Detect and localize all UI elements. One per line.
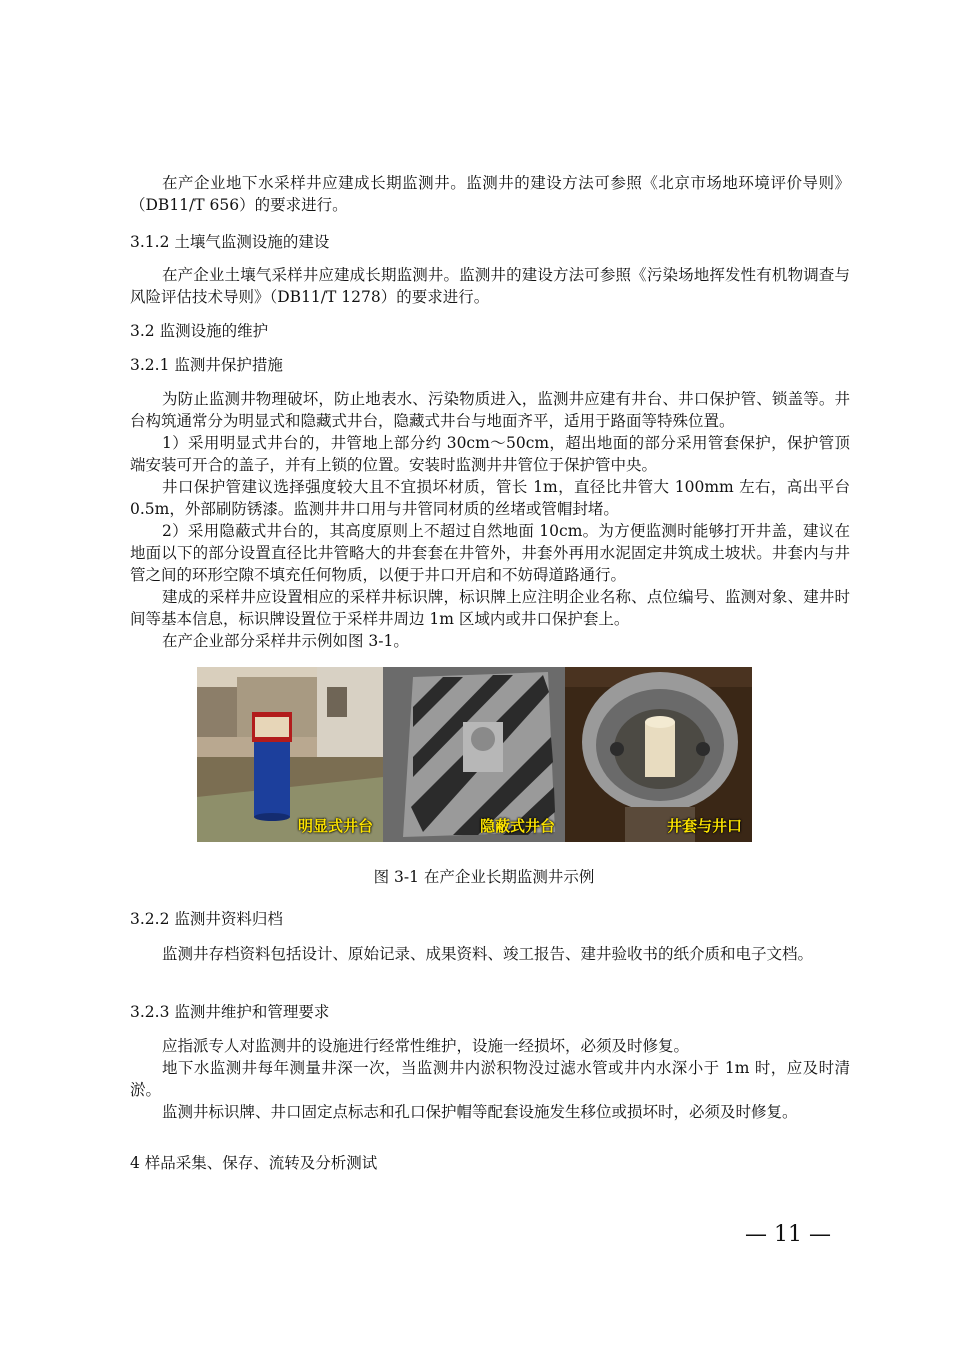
figure-3-1 [197,667,752,842]
photo-label: 井套与井口 [666,817,742,835]
photo-exposed-platform [197,667,383,842]
figure-caption: 图 3-1 在产企业长期监测井示例 [373,868,595,886]
paragraph-3-1-2: 在产企业土壤气采样井应建成长期监测井。监测井的建设方法可参照《污染场地挥发性有机物调查与风险评估技术导则》（DB11/T 1278）的要求进行。 [130,266,850,306]
paragraph: 为防止监测井物理破坏，防止地表水、污染物质进入，监测井应建有井台、井口保护管、锁盖等。井台构筑通常分为明显式和隐藏式井台，隐藏式井台与地面齐平，适用于路面等特殊位置。 [130,390,850,430]
heading-3-2-2: 3.2.2 监测井资料归档 [130,910,283,928]
paragraph-3-1-1: 在产企业地下水采样井应建成长期监测井。监测井的建设方法可参照《北京市场地环境评价导则》（DB11/T 656）的要求进行。 [130,174,850,214]
paragraph: 井口保护管建议选择强度较大且不宜损坏材质，管长 1m，直径比井管大 100mm 左右，高出平台 0.5m，外部刷防锈漆。监测井井口用与井管同材质的丝堵或管帽封堵。 [130,478,850,518]
paragraph: 应指派专人对监测井的设施进行经常性维护，设施一经损坏，必须及时修复。 [162,1037,690,1055]
page-number: — 11 — [745,1222,831,1247]
paragraph: 地下水监测井每年测量井深一次，当监测井内淤积物没过滤水管或井内水深小于 1m 时，应及时清淤。 [130,1059,850,1099]
paragraph: 1）采用明显式井台的，井管地上部分约 30cm～50cm，超出地面的部分采用管套保护，保护管顶端安装可开合的盖子，并有上锁的位置。安装时监测井井管位于保护管中央。 [130,434,850,474]
photo-label: 隐蔽式井台 [479,817,555,835]
paragraph: 在产企业部分采样井示例如图 3-1。 [162,632,409,650]
paragraph: 建成的采样井应设置相应的采样井标识牌，标识牌上应注明企业名称、点位编号、监测对象、建井时间等基本信息，标识牌设置位于采样井周边 1m 区域内或井口保护套上。 [130,588,850,628]
paragraph-3-2-2: 监测井存档资料包括设计、原始记录、成果资料、竣工报告、建井验收书的纸介质和电子文档。 [162,945,814,963]
heading-3-2-3: 3.2.3 监测井维护和管理要求 [130,1003,330,1021]
photo-hidden-platform [383,667,565,842]
heading-4: 4 样品采集、保存、流转及分析测试 [130,1154,378,1172]
paragraph: 2）采用隐蔽式井台的，其高度原则上不超过自然地面 10cm。为方便监测时能够打开井盖，建议在地面以下的部分设置直径比井管略大的井套套在井管外，井套外再用水泥固定井筑成土坡状。井套内与井管之间的环形空隙不填充任何物质，以便于井口开启和不妨碍道路通行。 [130,522,850,584]
heading-3-2-1: 3.2.1 监测井保护措施 [130,356,283,374]
photo-well-sleeve [565,667,752,842]
heading-3-1-2: 3.1.2 土壤气监测设施的建设 [130,233,330,251]
paragraph: 监测井标识牌、井口固定点标志和孔口保护帽等配套设施发生移位或损坏时，必须及时修复。 [162,1103,798,1121]
heading-3-2: 3.2 监测设施的维护 [130,322,269,340]
section-3-2-3-body [0,1035,850,1123]
photo-label: 明显式井台 [297,817,373,835]
section-3-2-1-body [0,388,850,652]
